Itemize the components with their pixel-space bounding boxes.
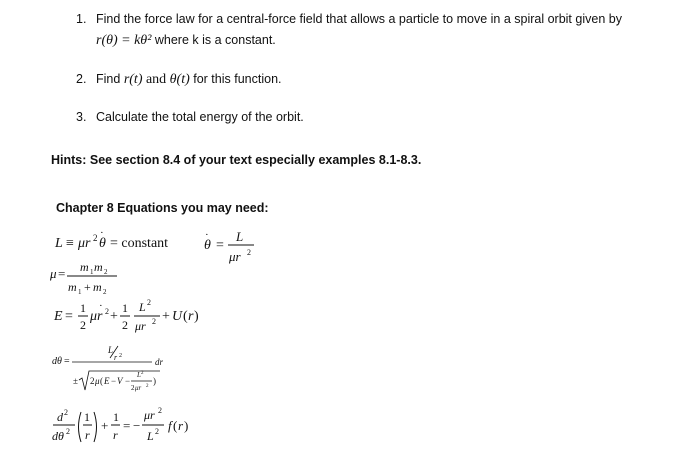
svg-text:E: E <box>104 376 110 386</box>
svg-text:r: r <box>114 353 118 362</box>
svg-text:=: = <box>123 418 131 433</box>
svg-text:dθ: dθ <box>52 356 62 367</box>
svg-text:(: ( <box>100 376 103 386</box>
svg-text:m: m <box>68 280 77 294</box>
svg-text:dr: dr <box>155 357 164 367</box>
and-word: and <box>145 72 167 87</box>
svg-text:=: = <box>58 266 66 281</box>
svg-text:·: · <box>100 227 104 239</box>
svg-text:2: 2 <box>146 384 149 389</box>
problem-2-number: 2. <box>76 72 87 86</box>
svg-text:f: f <box>168 418 172 433</box>
r-of-t: r(t) <box>123 72 143 87</box>
svg-text:μr: μr <box>135 319 146 333</box>
svg-text:1: 1 <box>84 410 90 424</box>
svg-text:2: 2 <box>93 233 98 243</box>
svg-text:2: 2 <box>90 376 95 386</box>
problem-2-text-after: for this function. <box>193 72 282 86</box>
svg-text:+: + <box>84 280 91 294</box>
svg-text:±: ± <box>73 376 78 386</box>
reduced-mass-equation <box>49 260 117 296</box>
spiral-orbit-equation: r(θ) = kθ² <box>96 33 152 48</box>
svg-text:= constant: = constant <box>110 236 169 251</box>
hints-text: Hints: See section 8.4 of your text especially examples 8.1-8.3. <box>51 153 422 167</box>
svg-text:1: 1 <box>90 268 94 276</box>
svg-text:V: V <box>117 376 123 386</box>
svg-text:·: · <box>99 300 103 312</box>
svg-text:2: 2 <box>64 408 68 417</box>
problem-3-number: 3. <box>76 110 87 124</box>
problem-3-text: Calculate the total energy of the orbit. <box>96 110 304 124</box>
svg-text:m: m <box>80 260 89 274</box>
svg-text:2: 2 <box>104 268 108 276</box>
svg-text:1: 1 <box>122 301 128 315</box>
problem-1-text: Find the force law for a central-force field that allows a particle to move in a spiral orbit given by <box>96 12 622 26</box>
svg-text:1: 1 <box>80 301 86 315</box>
energy-equation <box>53 298 199 333</box>
svg-text:2: 2 <box>66 427 70 436</box>
theta-dot-equation <box>204 229 254 264</box>
svg-text:2: 2 <box>103 288 107 296</box>
equations-heading: Chapter 8 Equations you may need: <box>56 201 269 215</box>
svg-text:2: 2 <box>119 353 122 359</box>
svg-text:1: 1 <box>113 410 119 424</box>
svg-text:r: r <box>188 309 194 324</box>
svg-text:θ: θ <box>99 236 106 251</box>
svg-text:1: 1 <box>78 288 82 296</box>
svg-text:2: 2 <box>122 318 128 332</box>
svg-text:2: 2 <box>247 248 251 257</box>
svg-text:μr: μr <box>229 249 241 264</box>
svg-text:=: = <box>65 309 73 324</box>
svg-text:μr: μr <box>135 384 142 392</box>
svg-text:2: 2 <box>152 317 156 326</box>
svg-text:(: ( <box>183 309 188 324</box>
svg-text:2: 2 <box>80 318 86 332</box>
svg-text:+: + <box>162 309 170 324</box>
svg-text:d: d <box>57 410 63 424</box>
svg-text:−: − <box>125 376 131 386</box>
svg-text:+: + <box>101 418 109 433</box>
angular-momentum-equation <box>54 227 168 251</box>
theta-of-t: θ(t) <box>169 72 190 87</box>
svg-text:L: L <box>137 371 141 379</box>
svg-text:2: 2 <box>158 406 162 415</box>
svg-text:−: − <box>111 376 117 386</box>
svg-text:r: r <box>178 418 184 433</box>
orbit-integral-equation <box>52 345 164 392</box>
svg-text:dθ: dθ <box>52 429 64 443</box>
problem-1-cont-text: where k is a constant. <box>154 33 276 47</box>
svg-text:·: · <box>205 229 209 241</box>
svg-text:−: − <box>133 418 141 433</box>
svg-text:μr: μr <box>78 236 91 251</box>
svg-text:): ) <box>184 418 189 433</box>
svg-text:μ: μ <box>50 266 57 281</box>
svg-text:): ) <box>153 376 156 386</box>
svg-text:m: m <box>94 260 103 274</box>
svg-text:2: 2 <box>105 307 109 316</box>
svg-text:L: L <box>55 236 63 251</box>
svg-text:+: + <box>110 309 118 324</box>
svg-text:2: 2 <box>147 298 151 307</box>
svg-text:μ: μ <box>95 376 100 386</box>
svg-text:=: = <box>64 356 70 367</box>
svg-text:r: r <box>113 428 118 442</box>
svg-text:E: E <box>54 309 63 324</box>
svg-text:2: 2 <box>131 384 135 392</box>
svg-text:U: U <box>172 309 183 324</box>
svg-text:L: L <box>108 345 114 355</box>
svg-text:(: ( <box>173 418 178 433</box>
svg-text:L: L <box>139 300 146 314</box>
svg-text:L: L <box>236 229 244 244</box>
svg-text:r: r <box>85 428 90 442</box>
svg-text:L: L <box>147 429 154 443</box>
orbit-differential-equation <box>52 406 188 443</box>
svg-text:2: 2 <box>155 427 159 436</box>
svg-text:θ: θ <box>204 238 211 253</box>
svg-text:): ) <box>194 309 199 324</box>
svg-text:μr: μr <box>90 309 103 324</box>
svg-text:μr: μr <box>144 408 155 422</box>
svg-text:2: 2 <box>141 371 144 376</box>
problem-2-text-before: Find <box>96 72 121 86</box>
problem-1-number: 1. <box>76 12 87 26</box>
svg-text:m: m <box>93 280 102 294</box>
svg-text:≡: ≡ <box>66 236 74 251</box>
svg-text:=: = <box>216 238 224 253</box>
